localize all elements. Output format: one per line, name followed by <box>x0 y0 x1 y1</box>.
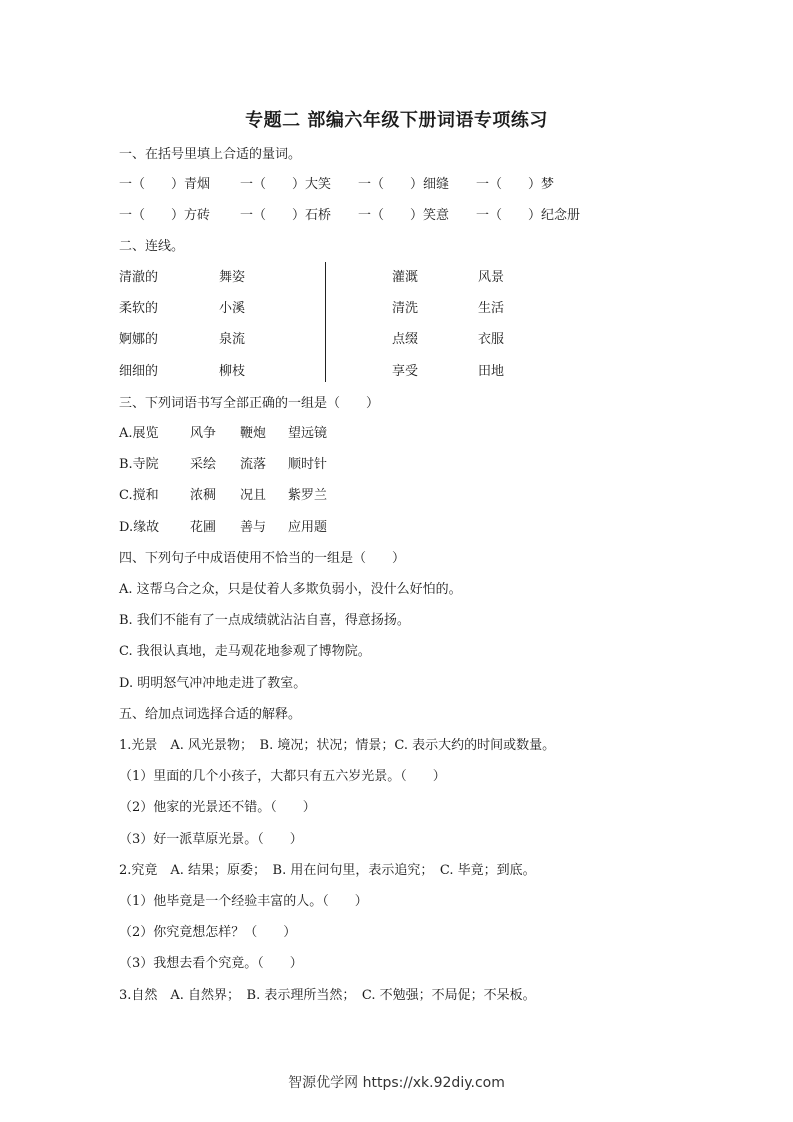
option-sentence: D. 明明怒气冲冲地走进了教室。 <box>119 676 307 691</box>
match-word: 柳枝 <box>219 364 246 379</box>
measure-word-item: 一（ ）笑意 <box>358 208 450 223</box>
question-item: （3）好一派草原光景。（ ） <box>119 832 303 847</box>
option-word: 采绘 <box>190 457 217 472</box>
option-word: 浓稠 <box>190 488 217 503</box>
option-word: D.缘故 <box>119 520 160 535</box>
match-word: 生活 <box>478 301 505 316</box>
option-word: 鞭炮 <box>240 426 267 441</box>
option-word: 望远镜 <box>288 426 328 441</box>
option-word: B.寺院 <box>119 457 159 472</box>
measure-word-item: 一（ ）石桥 <box>240 208 332 223</box>
match-word: 细细的 <box>119 364 159 379</box>
question-head: 2.究竟 A. 结果；原委； B. 用在问句里，表示追究； C. 毕竟；到底。 <box>119 863 536 878</box>
question-item: （1）他毕竟是一个经验丰富的人。（ ） <box>119 894 368 909</box>
match-divider <box>325 262 326 382</box>
section-2-heading: 二、连线。 <box>119 239 185 254</box>
match-word: 风景 <box>478 270 505 285</box>
match-word: 衣服 <box>478 332 505 347</box>
option-word: 紫罗兰 <box>288 488 328 503</box>
option-word: 应用题 <box>288 520 328 535</box>
match-word: 点缀 <box>392 332 419 347</box>
match-word: 婀娜的 <box>119 332 159 347</box>
match-word: 舞姿 <box>219 270 246 285</box>
measure-word-item: 一（ ）细缝 <box>358 177 450 192</box>
section-4-heading: 四、下列句子中成语使用不恰当的一组是（ ） <box>119 551 406 566</box>
option-word: 善与 <box>240 520 267 535</box>
question-item: （3）我想去看个究竟。（ ） <box>119 956 303 971</box>
footer-watermark: 智源优学网 https://xk.92diy.com <box>288 1075 505 1091</box>
match-word: 清澈的 <box>119 270 159 285</box>
section-5-heading: 五、给加点词选择合适的解释。 <box>119 707 302 722</box>
match-word: 泉流 <box>219 332 246 347</box>
option-word: C.搅和 <box>119 488 159 503</box>
question-item: （1）里面的几个小孩子，大都只有五六岁光景。（ ） <box>119 769 446 784</box>
match-word: 柔软的 <box>119 301 159 316</box>
section-1-heading: 一、在括号里填上合适的量词。 <box>119 147 302 162</box>
question-head: 1.光景 A. 风光景物； B. 境况；状况；情景；C. 表示大约的时间或数量。 <box>119 738 556 753</box>
measure-word-item: 一（ ）方砖 <box>119 208 211 223</box>
match-word: 清洗 <box>392 301 419 316</box>
option-word: 流落 <box>240 457 267 472</box>
option-word: A.展览 <box>119 426 159 441</box>
page-title: 专题二 部编六年级下册词语专项练习 <box>245 110 548 131</box>
measure-word-item: 一（ ）青烟 <box>119 177 211 192</box>
measure-word-item: 一（ ）纪念册 <box>476 208 581 223</box>
question-item: （2）你究竟想怎样？（ ） <box>119 925 297 940</box>
question-head: 3.自然 A. 自然界； B. 表示理所当然； C. 不勉强；不局促；不呆板。 <box>119 988 536 1003</box>
option-sentence: A. 这帮乌合之众，只是仗着人多欺负弱小，没什么好怕的。 <box>119 582 462 597</box>
option-sentence: C. 我很认真地，走马观花地参观了博物院。 <box>119 644 371 659</box>
match-word: 灌溉 <box>392 270 419 285</box>
question-item: （2）他家的光景还不错。（ ） <box>119 800 316 815</box>
match-word: 小溪 <box>219 301 246 316</box>
option-word: 花圃 <box>190 520 217 535</box>
measure-word-item: 一（ ）梦 <box>476 177 555 192</box>
option-sentence: B. 我们不能有了一点成绩就沾沾自喜，得意扬扬。 <box>119 613 410 628</box>
option-word: 风争 <box>190 426 217 441</box>
match-word: 田地 <box>478 364 505 379</box>
measure-word-item: 一（ ）大笑 <box>240 177 332 192</box>
match-word: 享受 <box>392 364 419 379</box>
option-word: 顺时针 <box>288 457 328 472</box>
option-word: 况且 <box>240 488 267 503</box>
section-3-heading: 三、下列词语书写全部正确的一组是（ ） <box>119 396 380 411</box>
